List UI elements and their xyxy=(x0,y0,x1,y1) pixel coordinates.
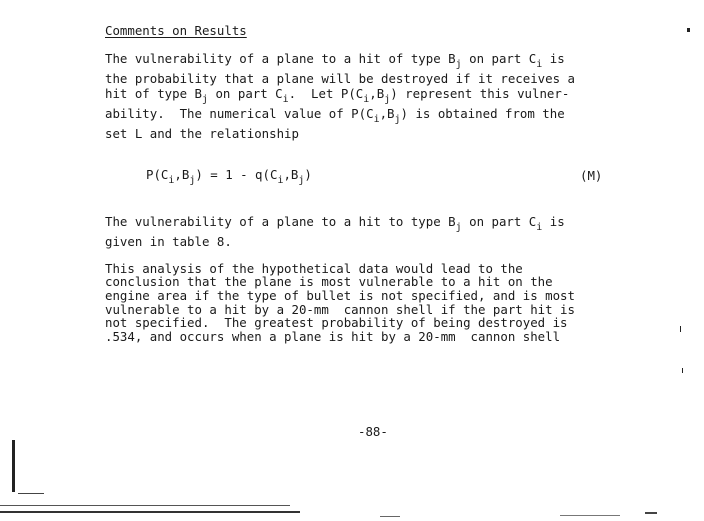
paragraph3-line3: engine area if the type of bullet is not specified, and is most xyxy=(105,288,575,303)
paragraph3-line2: conclusion that the plane is most vulnerable to a hit on the xyxy=(105,274,553,289)
scan-mark-tick xyxy=(682,368,683,373)
paragraph1-line4: ability. The numerical value of $P(C_i,B_j)$ is obtained from the xyxy=(105,106,565,125)
scan-edge-dash xyxy=(380,516,400,517)
paragraph2-line1: The vulnerability of a plane to a hit to type $B_j$ on part $C_i$ is xyxy=(105,214,565,233)
scan-edge-line xyxy=(0,505,290,506)
paragraph1-line5: set L and the relationship xyxy=(105,126,299,141)
paragraph3-line5: not specified. The greatest probability of being destroyed is xyxy=(105,315,568,330)
paragraph3-line6: .534, and occurs when a plane is hit by a 20-mm cannon shell xyxy=(105,329,561,344)
paragraph1-line2: the probability that a plane will be destroyed if it receives a xyxy=(105,71,575,86)
section-heading: Comments on Results xyxy=(105,23,247,38)
scan-edge-dash xyxy=(645,512,657,514)
equation-label: (M) xyxy=(580,168,603,183)
scan-edge-dash xyxy=(18,493,44,494)
paragraph1-line3: hit of type $B_j$ on part $C_i$. Let $P(C_i,B_j)$ represent this vulner- xyxy=(105,86,570,105)
paragraph2-line2: given in table 8. xyxy=(105,234,232,249)
equation-m: $P(C_i,B_j) = 1 - q(C_i,B_j)$ xyxy=(146,167,312,186)
paragraph3-line1: This analysis of the hypothetical data would lead to the xyxy=(105,261,523,276)
scan-edge-vertical xyxy=(12,440,15,492)
scan-mark-dot xyxy=(687,28,690,32)
paragraph3-line4: vulnerable to a hit by a 20-mm cannon shell if the part hit is xyxy=(105,302,575,317)
paragraph1-line1: The vulnerability of a plane to a hit of type $B_j$ on part $C_i$ is xyxy=(105,51,565,70)
scan-edge-line xyxy=(0,511,300,513)
scan-edge-dash xyxy=(560,515,620,516)
page-number: -88- xyxy=(358,424,388,439)
scan-mark-tick xyxy=(680,326,681,332)
